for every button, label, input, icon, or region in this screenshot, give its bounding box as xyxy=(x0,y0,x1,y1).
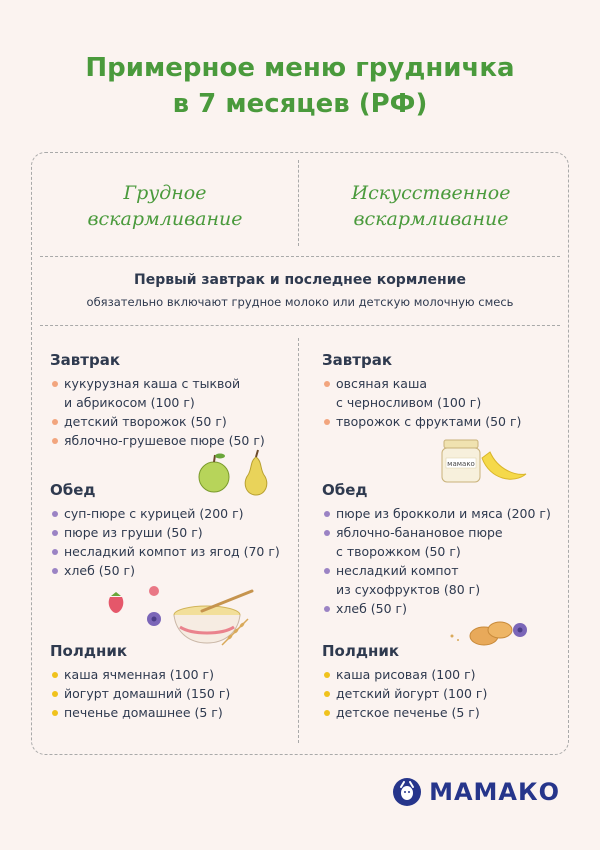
left-breakfast-section xyxy=(50,351,265,450)
item-text: яблочно-грушевое пюре (50 г) xyxy=(64,433,265,448)
item-text: детское печенье (5 г) xyxy=(336,705,480,720)
brand-logo xyxy=(393,778,560,806)
item-text: детский творожок (50 г) xyxy=(64,414,227,429)
jar-label: мамако xyxy=(447,460,475,468)
jar-banana-illustration xyxy=(438,436,530,486)
header-separator xyxy=(40,256,560,257)
item-text: каша рисовая (100 г) xyxy=(336,667,476,682)
berry-icon xyxy=(149,586,159,596)
list-item xyxy=(322,523,551,561)
right-lunch-section xyxy=(322,481,551,618)
apple-pear-illustration xyxy=(190,447,280,499)
column-header-right-line-1: Искусственное xyxy=(351,182,511,204)
feeding-note xyxy=(40,272,560,309)
item-text: овсяная каша xyxy=(336,376,428,391)
blueberry-icon xyxy=(147,612,161,626)
list-item xyxy=(322,684,487,703)
apple-icon xyxy=(199,454,229,493)
list-item xyxy=(50,523,280,542)
note-separator xyxy=(40,325,560,326)
brand-name: МАМАКО xyxy=(429,778,560,806)
section-heading: Обед xyxy=(322,481,368,499)
blueberry-icon xyxy=(513,623,527,637)
list-item xyxy=(50,374,265,412)
banana-icon xyxy=(482,452,526,479)
section-heading: Полдник xyxy=(322,642,400,660)
item-text: пюре из груши (50 г) xyxy=(64,525,203,540)
item-text: творожок с фруктами (50 г) xyxy=(336,414,522,429)
item-text: суп-пюре с курицей (200 г) xyxy=(64,506,244,521)
list-item xyxy=(50,684,230,703)
right-breakfast-section xyxy=(322,351,521,431)
list-item xyxy=(322,703,487,722)
item-text: пюре из брокколи и мяса (200 г) xyxy=(336,506,551,521)
columns-divider xyxy=(298,338,299,743)
list-item xyxy=(50,703,230,722)
note-line-1: Первый завтрак и последнее кормление xyxy=(133,272,466,288)
item-text: несладкий компот xyxy=(336,563,459,578)
item-text: из сухофруктов (80 г) xyxy=(336,582,481,597)
column-header-breastfeeding xyxy=(40,180,290,232)
list-item xyxy=(50,561,280,580)
pear-icon xyxy=(245,450,267,495)
item-text: с черносливом (100 г) xyxy=(336,395,482,410)
item-text: каша ячменная (100 г) xyxy=(64,667,214,682)
cookie-icon xyxy=(488,622,512,638)
list-item xyxy=(322,412,521,431)
list-item xyxy=(322,504,551,523)
item-text: хлеб (50 г) xyxy=(64,563,135,578)
crumb-icon xyxy=(451,635,454,638)
column-header-left-line-2: вскармливание xyxy=(87,208,243,230)
list-item xyxy=(322,561,551,599)
header-divider xyxy=(298,160,299,246)
item-text: печенье домашнее (5 г) xyxy=(64,705,223,720)
section-heading: Обед xyxy=(50,481,96,499)
crumb-icon xyxy=(457,639,459,641)
item-text: яблочно-банановое пюре xyxy=(336,525,503,540)
list-item xyxy=(50,665,230,684)
page-title xyxy=(0,50,600,122)
porridge-bowl-illustration xyxy=(102,583,262,651)
item-text: йогурт домашний (150 г) xyxy=(64,686,231,701)
goat-logo-icon xyxy=(393,778,421,806)
section-heading: Полдник xyxy=(50,642,128,660)
item-text: с творожком (50 г) xyxy=(336,544,461,559)
title-line-2: в 7 месяцев (РФ) xyxy=(172,89,428,119)
list-item xyxy=(322,374,521,412)
item-text: и абрикосом (100 г) xyxy=(64,395,195,410)
list-item xyxy=(322,665,487,684)
strawberry-icon xyxy=(109,592,124,613)
cookies-illustration xyxy=(444,612,532,648)
left-snack-section xyxy=(50,642,230,722)
list-item xyxy=(50,504,280,523)
baby-food-jar-icon xyxy=(442,440,480,482)
list-item xyxy=(50,412,265,431)
column-header-right-line-2: вскармливание xyxy=(353,208,509,230)
item-text: несладкий компот из ягод (70 г) xyxy=(64,544,280,559)
column-header-formula xyxy=(306,180,556,232)
list-item xyxy=(50,542,280,561)
section-heading: Завтрак xyxy=(322,351,393,369)
column-header-left-line-1: Грудное xyxy=(123,182,207,204)
title-line-1: Примерное меню грудничка xyxy=(85,53,515,83)
item-text: детский йогурт (100 г) xyxy=(336,686,488,701)
section-heading: Завтрак xyxy=(50,351,121,369)
right-snack-section xyxy=(322,642,487,722)
item-text: хлеб (50 г) xyxy=(336,601,407,616)
item-text: кукурузная каша с тыквой xyxy=(64,376,241,391)
note-line-2: обязательно включают грудное молоко или детскую молочную смесь xyxy=(86,295,514,309)
